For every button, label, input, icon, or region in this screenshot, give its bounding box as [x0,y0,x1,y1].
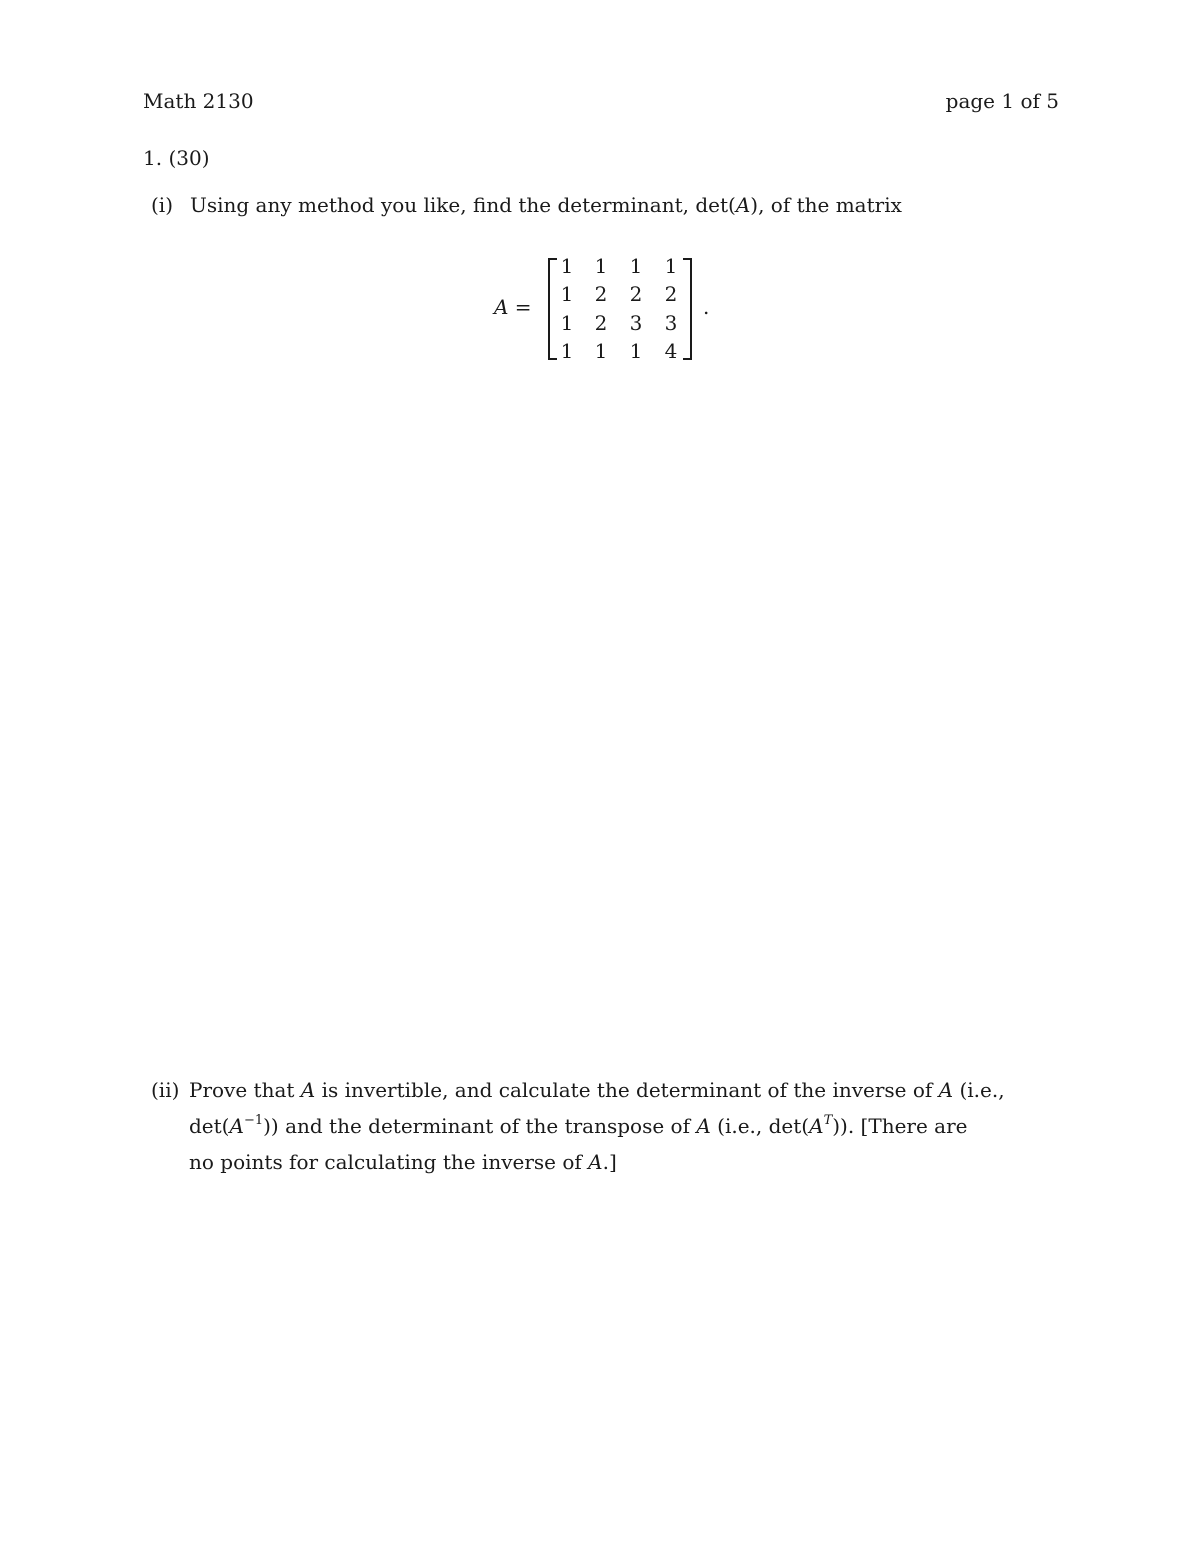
matrix-cell-r3-c1: 1 [560,311,574,335]
matrix-right-bracket [683,258,692,360]
matrix-cell-r1-c3: 1 [629,254,643,278]
matrix-cell-r3-c2: 2 [594,311,608,335]
matrix-cell-r4-c1: 1 [560,339,574,363]
part-i-text: Using any method you like, find the determinant, det(A), of the matrix [190,193,902,217]
matrix-cell-r3-c4: 3 [664,311,678,335]
matrix-lhs: A = [494,295,532,319]
matrix-cell-r3-c3: 3 [629,311,643,335]
matrix-cell-r2-c1: 1 [560,282,574,306]
question-number: 1. (30) [143,146,210,170]
matrix-cell-r4-c4: 4 [664,339,678,363]
matrix-cell-r2-c3: 2 [629,282,643,306]
matrix-trailing-period: . [703,295,710,319]
matrix-cell-r1-c2: 1 [594,254,608,278]
matrix-cell-r4-c2: 1 [594,339,608,363]
part-ii-line-1: Prove that A is invertible, and calculate the determinant of the inverse of A (i.e., [189,1078,1005,1102]
page-number: page 1 of 5 [945,89,1059,113]
part-ii-label: (ii) [151,1078,180,1102]
course-title: Math 2130 [143,89,254,113]
matrix-cell-r4-c3: 1 [629,339,643,363]
matrix-cell-r2-c2: 2 [594,282,608,306]
matrix-cell-r1-c4: 1 [664,254,678,278]
part-ii-line-3: no points for calculating the inverse of A.] [189,1150,617,1174]
part-i-label: (i) [151,193,174,217]
matrix-left-bracket [548,258,557,360]
matrix-cell-r1-c1: 1 [560,254,574,278]
matrix-cell-r2-c4: 2 [664,282,678,306]
part-ii-line-2: $\det(A^{-1})$) and the determinant of the transpose of A (i.e., $\det(A^T)$). [There are [189,1113,968,1138]
